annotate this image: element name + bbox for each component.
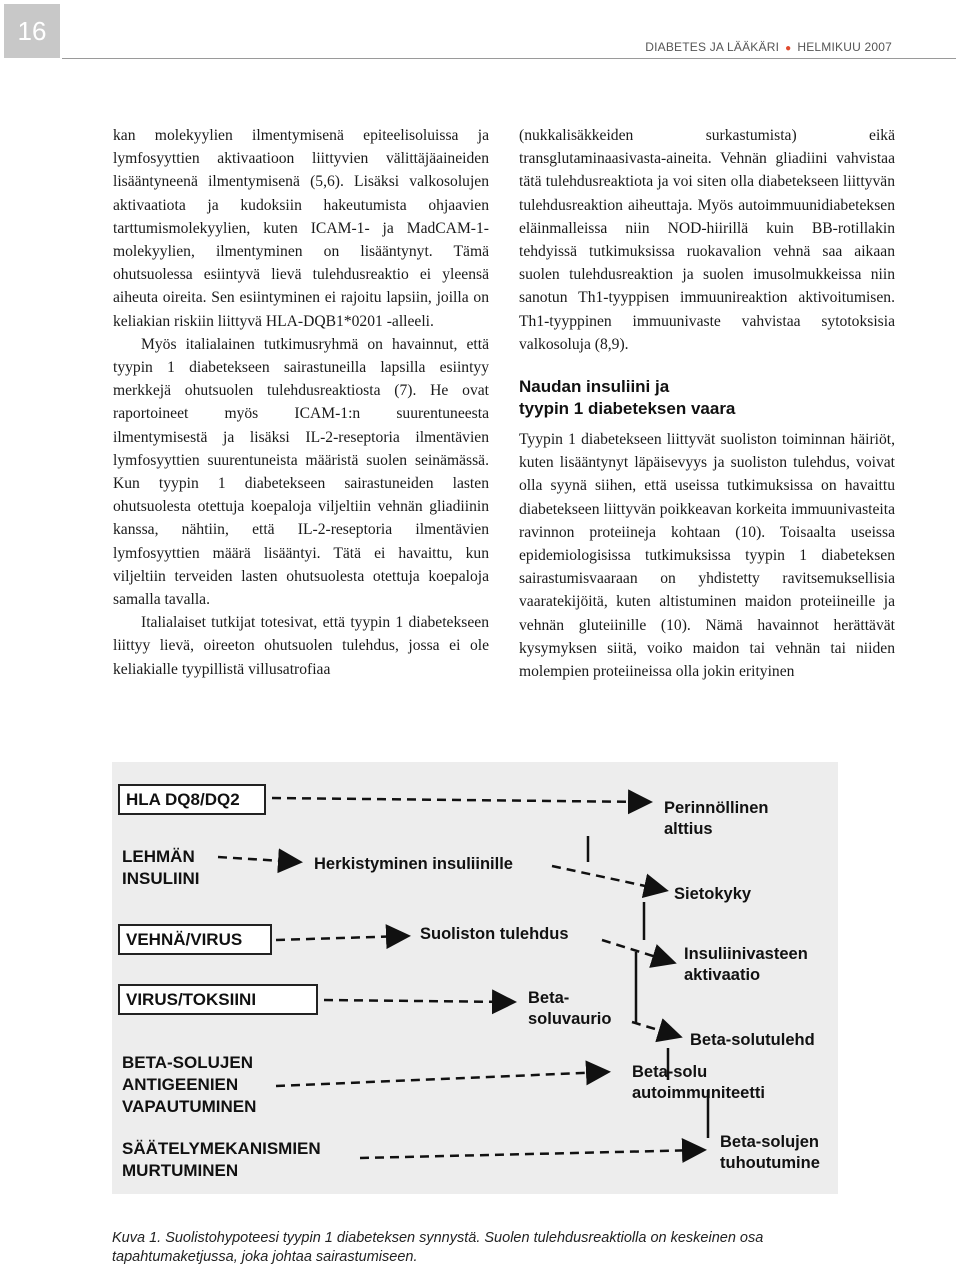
bullet-dot-icon: ● [785, 43, 792, 54]
arrow-vehna [276, 936, 406, 940]
issue-date: HELMIKUU 2007 [797, 40, 892, 54]
outcome-line: Beta-solujen [720, 1133, 820, 1151]
figure-diagram [112, 762, 838, 1194]
cause-saatelymekanismien [122, 1138, 321, 1182]
cause-beta-line: ANTIGEENIEN [122, 1075, 239, 1094]
left-column [113, 124, 489, 681]
cause-vehna: VEHNÄ/VIRUS [126, 930, 243, 949]
cause-virus: VIRUS/TOKSIINI [126, 990, 257, 1009]
body-paragraph: Italialaiset tutkijat totesivat, että tyypin 1 diabetekseen liittyy lievä, oireeton ohutsuolen tulehdus, jossa ei ole keliakialle tyypillistä villusatrofiaa [113, 614, 489, 678]
cause-lehman-line: LEHMÄN [122, 847, 195, 866]
cause-lehman-line: INSULIINI [122, 869, 200, 888]
section-heading [519, 376, 895, 420]
section-heading-line: tyypin 1 diabeteksen vaara [519, 399, 736, 419]
arrow-sietokyky [552, 866, 664, 890]
arrow-antigeenit [276, 1072, 606, 1086]
cause-hla: HLA DQ8/DQ2 [126, 790, 240, 809]
outcome-line: tuhoutumine [720, 1154, 820, 1172]
label-herkistyminen: Herkistyminen insuliinille [314, 855, 513, 873]
outcome-line: aktivaatio [684, 966, 761, 984]
outcome-line: autoimmuniteetti [632, 1084, 765, 1102]
outcome-autoimmuniteetti [632, 1062, 765, 1104]
header-rule [62, 58, 956, 59]
cause-beta-line: VAPAUTUMINEN [122, 1097, 257, 1116]
cause-saate-line: MURTUMINEN [122, 1161, 239, 1180]
section-heading-line: Naudan insuliini ja [519, 377, 670, 397]
outcome-line: Insuliinivasteen [684, 945, 808, 963]
arrow-betasolu [632, 1022, 678, 1036]
outcome-tuhoutuminen [720, 1132, 820, 1174]
figure-caption: Kuva 1. Suolistohypoteesi tyypin 1 diabeteksen synnystä. Suolen tulehdusreaktiolla on keskeinen osa tapahtumaketjussa, joka johtaa sairastumiseen. [112, 1230, 764, 1265]
outcome-line: alttius [664, 820, 713, 838]
body-paragraph: Tyypin 1 diabetekseen liittyvät suoliston toiminnan häiriöt, kuten lisääntynyt läpäisevyys ja suoliston tulehdus, voivat olla syynä siihen, että useissa tutkimuksissa on havaittu diabetekseen liittyvän poikkeavan korkeita immuunivasteita ravinnon proteiineja kohtaan (10). Toisaalta useissa epidemiologisissa tutkimuksissa tyypin 1 diabeteksen sairastumisvaaraan on yhdistetty ravitsemuksellisia vaaratekijöitä, kuten altistuminen maidon proteiineille ja vehnän gluteiinille (10). Nämä havainnot herättävät kysymyksen siitä, voiko maidon tai vehnän tai niiden molempien proteiineissa olla jokin erityinen [519, 431, 895, 681]
page-number-box [4, 4, 60, 58]
cause-lehman [122, 846, 199, 890]
body-paragraph: Myös italialainen tutkimusryhmä on havainnut, että tyypin 1 diabetekseen sairastuneilla lapsilla esiintyy merkkejä ohutsuolen tulehdusreaktiosta (7). He ovat raportoineet myös ICAM-1:n suurentuneesta ilmentymisestä ja lisäksi IL-2-reseptoria ilmentävien lymfosyyttien suurentuneista määristä suolen seinämässä. Kun tyypin 1 diabetekseen sairastuneiden lasten ohutsuolesta otettuja koepaloja viljeltiin vehnän gliadiinin kanssa, nähtiin, että IL-2-reseptoria ilmentävien lymfosyyttien määrä lisääntyi. Tätä ei havaittu, kun viljeltiin terveiden lasten ohutsuolesta otettuja koepaloja samalla tavalla. [113, 335, 489, 609]
cause-vehna-box [118, 924, 272, 955]
outcome-insuliinivaste [684, 944, 808, 986]
outcome-beta-solutulehdus: Beta-solutulehd [690, 1031, 815, 1049]
outcome-line: Perinnöllinen [664, 799, 769, 817]
arrow-lehman [218, 857, 298, 862]
cause-virus-box [118, 984, 318, 1015]
arrow-hla [272, 798, 648, 802]
arrow-virus [324, 1000, 512, 1002]
right-column [519, 124, 895, 683]
label-beta-soluvaurio-line: Beta- [528, 989, 570, 1007]
body-paragraph: (nukkalisäkkeiden surkastumista) eikä transglutaminaasivasta-aineita. Vehnän gliadiini vahvistaa tätä tulehdusreaktiota ja voi siten olla diabetekseen liittyvän tulehdusreaktion aiheuttaja. Myös autoimmuunidiabeteksen eläinmalleissa niin NOD-hiirillä kuin BB-rotillakin tehdyissä tutkimuksissa ruokavalion vehnä saa aikaan suolen tulehdusreaktion ja suolen imusolmukkeissa niin sanotun Th1-tyyppisen immuunireaktion aktivoitumisen. Th1-tyyppinen immuunivaste vahvistaa sytotoksisia valkosoluja (8,9). [519, 127, 895, 353]
cause-hla-box [118, 784, 266, 815]
cause-beta-solujen [122, 1052, 256, 1118]
label-suoliston-tulehdus: Suoliston tulehdus [420, 925, 569, 943]
cause-beta-line: BETA-SOLUJEN [122, 1053, 253, 1072]
journal-name: DIABETES JA LÄÄKÄRI [645, 40, 780, 54]
running-header [645, 40, 892, 54]
outcome-sietokyky: Sietokyky [674, 885, 752, 903]
outcome-perinnollinen [664, 798, 769, 840]
label-beta-soluvaurio [528, 988, 611, 1030]
arrow-saately [360, 1150, 702, 1158]
body-paragraph: kan molekyylien ilmentymisenä epiteelisoluissa ja lymfosyyttien aktivaatioon liittyvien välittäjäaineiden lisääntyneenä ilmentymisenä (5,6). Lisäksi valkosolujen aktivaatiota ja kudoksiin hakeutumista ohjaavien tarttumismolekyylien, kuten ICAM-1- ja MadCAM-1-molekyylien, ilmentyminen on lisääntynyt. Tämä ohutsuolessa esiintyvä lievä tulehdusreaktio ei yleensä aiheuta oireita. Sen esiintyminen ei rajoitu lapsiin, joilla on keliakian riskiin liittyvä HLA-DQB1*0201 -alleeli. [113, 127, 489, 330]
cause-saate-line: SÄÄTELYMEKANISMIEN [122, 1139, 321, 1158]
page-number: 16 [17, 15, 47, 46]
outcome-line: Beta-solu [632, 1063, 708, 1081]
label-beta-soluvaurio-line: soluvaurio [528, 1010, 612, 1028]
